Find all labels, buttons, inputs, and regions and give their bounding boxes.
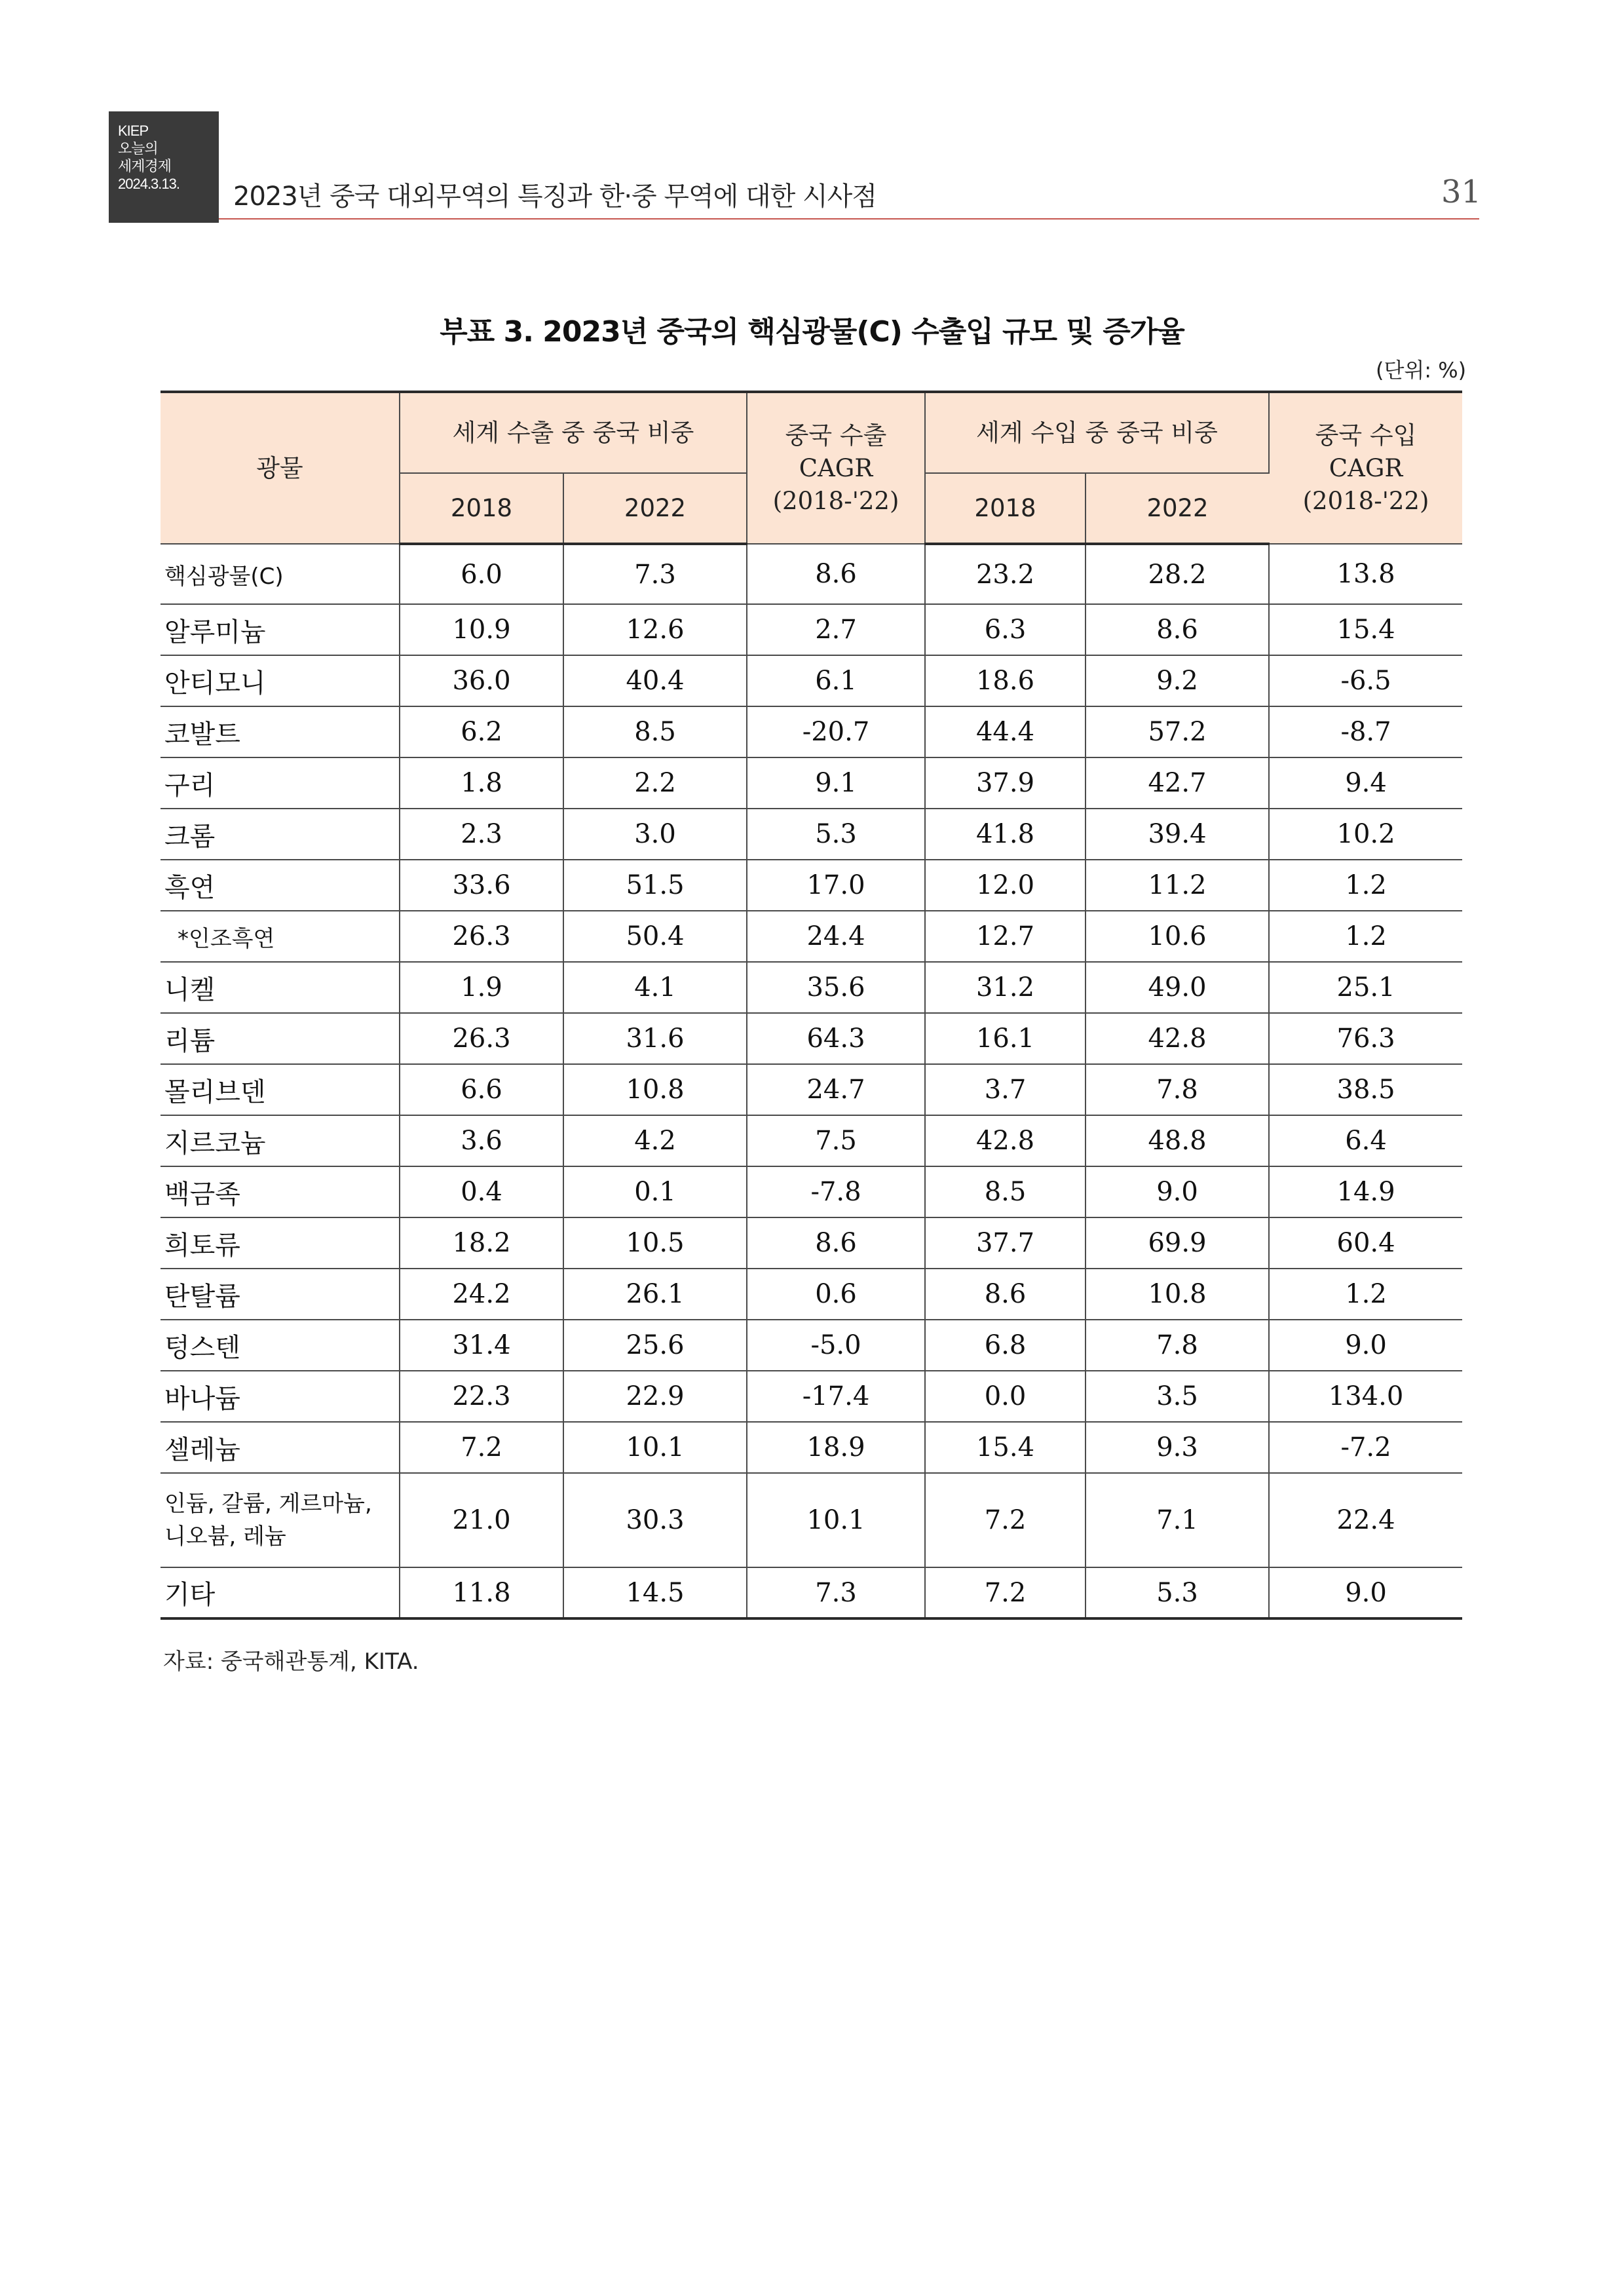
value-cell: 28.2 [1086,544,1269,604]
value-cell: 9.2 [1086,655,1269,706]
header-world-import-share: 세계 수입 중 중국 비중 [925,392,1269,473]
value-cell: 0.4 [400,1166,563,1217]
value-cell: 37.9 [925,757,1086,809]
value-cell: 6.1 [747,655,925,706]
value-cell: 1.2 [1269,860,1462,911]
value-cell: 42.8 [925,1115,1086,1166]
table-row [161,1269,1462,1320]
value-cell: 31.6 [563,1013,747,1064]
badge-line: 세계경제 [118,158,172,174]
value-cell: 31.4 [400,1320,563,1371]
value-cell: 14.5 [563,1567,747,1618]
value-cell: 48.8 [1086,1115,1269,1166]
table-row [161,1473,1462,1567]
value-cell: 12.0 [925,860,1086,911]
value-cell: 37.7 [925,1217,1086,1269]
value-cell: 26.3 [400,1013,563,1064]
table-row [161,911,1462,962]
badge-line: KIEP [118,123,149,139]
value-cell: 7.2 [400,1422,563,1473]
value-cell: 10.6 [1086,911,1269,962]
value-cell: 4.1 [563,962,747,1013]
value-cell: 10.8 [563,1064,747,1115]
value-cell: 21.0 [400,1473,563,1567]
header-line: 중국 수출 [785,421,887,450]
source-note: 자료: 중국해관통계, KITA. [163,1649,419,1675]
value-cell: 10.1 [747,1473,925,1567]
mineral-name: 알루미늄 [161,604,400,655]
running-title: 2023년 중국 대외무역의 특징과 한·중 무역에 대한 시사점 [233,182,877,212]
mineral-name: 바나듐 [161,1371,400,1422]
mineral-name: *인조흑연 [161,911,400,962]
header-line: CAGR [799,453,873,482]
minerals-table [161,391,1462,1620]
value-cell: 6.2 [400,706,563,757]
value-cell: 3.6 [400,1115,563,1166]
value-cell: 42.7 [1086,757,1269,809]
value-cell: 11.8 [400,1567,563,1618]
table-row [161,1013,1462,1064]
header-china-export-cagr [747,392,925,544]
value-cell: 1.2 [1269,1269,1462,1320]
value-cell: 6.0 [400,544,563,604]
mineral-name: 기타 [161,1567,400,1618]
value-cell: 38.5 [1269,1064,1462,1115]
header-year: 2022 [1086,473,1269,544]
header-china-import-cagr [1269,392,1462,544]
header-line: (2018-'22) [772,486,899,515]
table-title: 부표 3. 2023년 중국의 핵심광물(C) 수출입 규모 및 증가율 [440,315,1184,349]
mineral-name: 코발트 [161,706,400,757]
value-cell: 10.8 [1086,1269,1269,1320]
value-cell: 7.5 [747,1115,925,1166]
value-cell: 35.6 [747,962,925,1013]
table-row [161,1371,1462,1422]
value-cell: 6.6 [400,1064,563,1115]
table-row [161,544,1462,604]
value-cell: 22.4 [1269,1473,1462,1567]
value-cell: 7.8 [1086,1064,1269,1115]
value-cell: -17.4 [747,1371,925,1422]
value-cell: 0.6 [747,1269,925,1320]
value-cell: 3.0 [563,809,747,860]
value-cell: 8.6 [747,544,925,604]
badge-line: 오늘의 [118,140,158,157]
page-number: 31 [1441,174,1482,210]
value-cell: 4.2 [563,1115,747,1166]
value-cell: 10.1 [563,1422,747,1473]
value-cell: 14.9 [1269,1166,1462,1217]
mineral-name: 흑연 [161,860,400,911]
value-cell: 9.0 [1269,1320,1462,1371]
value-cell: 25.6 [563,1320,747,1371]
header-line: (2018-'22) [1302,486,1429,515]
value-cell: 26.3 [400,911,563,962]
value-cell: 15.4 [1269,604,1462,655]
value-cell: 10.9 [400,604,563,655]
table-row [161,860,1462,911]
value-cell: 22.9 [563,1371,747,1422]
value-cell: 10.5 [563,1217,747,1269]
table-row [161,1567,1462,1618]
header-rule [219,218,1479,220]
value-cell: 8.5 [925,1166,1086,1217]
table-row [161,1422,1462,1473]
value-cell: 30.3 [563,1473,747,1567]
value-cell: 60.4 [1269,1217,1462,1269]
value-cell: 3.5 [1086,1371,1269,1422]
value-cell: 51.5 [563,860,747,911]
publication-badge [109,111,219,223]
mineral-name: 구리 [161,757,400,809]
value-cell: 7.3 [747,1567,925,1618]
mineral-name: 텅스텐 [161,1320,400,1371]
value-cell: 9.0 [1086,1166,1269,1217]
value-cell: 13.8 [1269,544,1462,604]
mineral-name: 백금족 [161,1166,400,1217]
value-cell: 12.7 [925,911,1086,962]
value-cell: 36.0 [400,655,563,706]
table-row [161,655,1462,706]
mineral-name: 탄탈륨 [161,1269,400,1320]
value-cell: 41.8 [925,809,1086,860]
mineral-name: 크롬 [161,809,400,860]
value-cell: 31.2 [925,962,1086,1013]
value-cell: 69.9 [1086,1217,1269,1269]
value-cell: 44.4 [925,706,1086,757]
value-cell: 50.4 [563,911,747,962]
mineral-name: 몰리브덴 [161,1064,400,1115]
header-world-export-share: 세계 수출 중 중국 비중 [400,392,747,473]
value-cell: 8.6 [925,1269,1086,1320]
value-cell: 1.2 [1269,911,1462,962]
value-cell: 8.6 [1086,604,1269,655]
value-cell: 9.3 [1086,1422,1269,1473]
table-row [161,757,1462,809]
value-cell: 12.6 [563,604,747,655]
value-cell: 26.1 [563,1269,747,1320]
header-line: 중국 수입 [1315,421,1417,450]
mineral-name: 리튬 [161,1013,400,1064]
value-cell: 9.1 [747,757,925,809]
value-cell: 5.3 [747,809,925,860]
header-year: 2018 [925,473,1086,544]
header-year: 2018 [400,473,563,544]
table-body [161,544,1462,1618]
value-cell: 1.9 [400,962,563,1013]
value-cell: 39.4 [1086,809,1269,860]
mineral-name: 희토류 [161,1217,400,1269]
header-year: 2022 [563,473,747,544]
value-cell: 134.0 [1269,1371,1462,1422]
header-line: CAGR [1329,453,1403,482]
value-cell: 11.2 [1086,860,1269,911]
value-cell: -8.7 [1269,706,1462,757]
value-cell: 6.3 [925,604,1086,655]
value-cell: -7.2 [1269,1422,1462,1473]
value-cell: 6.8 [925,1320,1086,1371]
value-cell: 7.3 [563,544,747,604]
value-cell: 9.4 [1269,757,1462,809]
value-cell: 24.2 [400,1269,563,1320]
mineral-name: 셀레늄 [161,1422,400,1473]
value-cell: 8.5 [563,706,747,757]
mineral-name: 핵심광물(C) [161,544,400,604]
value-cell: 17.0 [747,860,925,911]
value-cell: 3.7 [925,1064,1086,1115]
table-row [161,1115,1462,1166]
value-cell: 76.3 [1269,1013,1462,1064]
value-cell: 16.1 [925,1013,1086,1064]
table-row [161,1217,1462,1269]
value-cell: 5.3 [1086,1567,1269,1618]
unit-label: (단위: %) [1376,358,1467,383]
mineral-name: 인듐, 갈륨, 게르마늄, 니오븀, 레늄 [161,1473,400,1567]
value-cell: 7.2 [925,1473,1086,1567]
mineral-name: 안티모니 [161,655,400,706]
value-cell: 6.4 [1269,1115,1462,1166]
value-cell: 18.6 [925,655,1086,706]
value-cell: -6.5 [1269,655,1462,706]
value-cell: 33.6 [400,860,563,911]
value-cell: 18.2 [400,1217,563,1269]
table-row [161,604,1462,655]
value-cell: 24.7 [747,1064,925,1115]
value-cell: 7.1 [1086,1473,1269,1567]
value-cell: 9.0 [1269,1567,1462,1618]
value-cell: 10.2 [1269,809,1462,860]
value-cell: 2.2 [563,757,747,809]
value-cell: 18.9 [747,1422,925,1473]
value-cell: 1.8 [400,757,563,809]
mineral-name: 니켈 [161,962,400,1013]
value-cell: 2.3 [400,809,563,860]
header-mineral: 광물 [161,392,400,544]
value-cell: 24.4 [747,911,925,962]
value-cell: 7.8 [1086,1320,1269,1371]
value-cell: 42.8 [1086,1013,1269,1064]
table-row [161,809,1462,860]
value-cell: 23.2 [925,544,1086,604]
mineral-name: 지르코늄 [161,1115,400,1166]
table-row [161,962,1462,1013]
table-row [161,1320,1462,1371]
table-row [161,706,1462,757]
value-cell: 57.2 [1086,706,1269,757]
value-cell: 40.4 [563,655,747,706]
value-cell: 2.7 [747,604,925,655]
value-cell: 15.4 [925,1422,1086,1473]
value-cell: 22.3 [400,1371,563,1422]
value-cell: 8.6 [747,1217,925,1269]
table-row [161,1064,1462,1115]
value-cell: 0.0 [925,1371,1086,1422]
value-cell: -5.0 [747,1320,925,1371]
value-cell: 64.3 [747,1013,925,1064]
badge-line: 2024.3.13. [118,176,179,192]
value-cell: -7.8 [747,1166,925,1217]
value-cell: 49.0 [1086,962,1269,1013]
value-cell: 0.1 [563,1166,747,1217]
value-cell: 7.2 [925,1567,1086,1618]
value-cell: -20.7 [747,706,925,757]
table-row [161,1166,1462,1217]
value-cell: 25.1 [1269,962,1462,1013]
